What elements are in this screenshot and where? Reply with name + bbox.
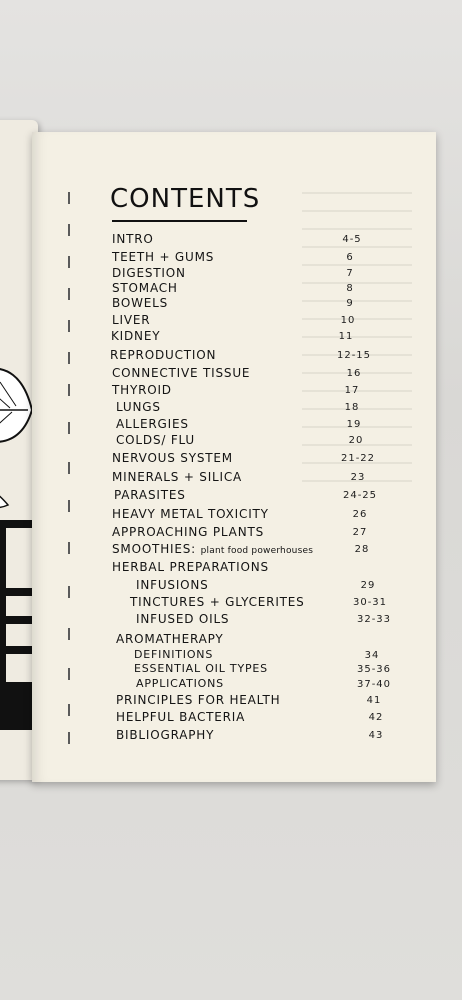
toc-entry bbox=[32, 400, 436, 418]
toc-entry bbox=[32, 383, 436, 401]
toc-entry-pages: 11 bbox=[338, 331, 354, 342]
toc-entry-label: HEAVY METAL TOXICITY bbox=[112, 507, 269, 521]
toc-entry-label: NERVOUS SYSTEM bbox=[112, 451, 233, 465]
toc-subentry bbox=[32, 612, 436, 630]
toc-entry-label: ESSENTIAL OIL TYPES bbox=[134, 662, 268, 675]
toc-entry-pages: 23 bbox=[350, 472, 366, 483]
toc-entry-pages: 8 bbox=[346, 283, 354, 294]
toc-entry-heading bbox=[32, 560, 436, 578]
toc-entry-label: APPROACHING PLANTS bbox=[112, 525, 265, 539]
toc-subentry bbox=[32, 578, 436, 596]
toc-entry-label: TINCTURES + GLYCERITES bbox=[130, 595, 305, 609]
contents-page bbox=[32, 132, 436, 782]
toc-entry-label: PARASITES bbox=[114, 488, 186, 502]
toc-entry bbox=[32, 470, 436, 488]
toc-entry bbox=[32, 693, 436, 711]
toc-entry-label: BOWELS bbox=[112, 296, 169, 310]
toc-entry-pages: 12-15 bbox=[336, 350, 372, 361]
toc-entry-pages: 29 bbox=[360, 580, 376, 591]
toc-entry-label: LUNGS bbox=[116, 400, 161, 414]
toc-entry-pages: 30-31 bbox=[352, 597, 388, 608]
toc-entry bbox=[32, 451, 436, 469]
toc-entry-label: MINERALS + SILICA bbox=[112, 470, 243, 484]
toc-entry bbox=[32, 542, 436, 560]
toc-subentry bbox=[32, 595, 436, 613]
toc-entry-label: DEFINITIONS bbox=[134, 648, 214, 661]
toc-entry-pages: 4-5 bbox=[342, 234, 362, 245]
toc-entry-label: KIDNEY bbox=[111, 329, 161, 343]
toc-entry-label: THYROID bbox=[112, 383, 172, 397]
toc-entry-label: LIVER bbox=[112, 313, 151, 327]
toc-entry-label: AROMATHERAPY bbox=[116, 632, 224, 646]
toc-entry bbox=[32, 728, 436, 746]
toc-entry-pages: 6 bbox=[346, 252, 354, 263]
toc-entry bbox=[32, 525, 436, 543]
toc-entry-label: INFUSED OILS bbox=[136, 612, 230, 626]
toc-entry-label: INTRO bbox=[112, 232, 154, 246]
toc-entry-pages: 16 bbox=[346, 368, 362, 379]
toc-entry-pages: 17 bbox=[344, 385, 360, 396]
toc-entry bbox=[32, 232, 436, 250]
toc-entry-label: PRINCIPLES FOR HEALTH bbox=[116, 693, 281, 707]
toc-entry-pages: 24-25 bbox=[342, 490, 378, 501]
toc-entry-pages: 43 bbox=[368, 730, 384, 741]
toc-entry-pages: 27 bbox=[352, 527, 368, 538]
toc-entry-label: HELPFUL BACTERIA bbox=[116, 710, 246, 724]
toc-entry-pages: 20 bbox=[348, 435, 364, 446]
toc-entry-label: STOMACH bbox=[112, 281, 178, 295]
title-underline bbox=[112, 220, 247, 222]
toc-entry-pages: 10 bbox=[340, 315, 356, 326]
toc-entry bbox=[32, 488, 436, 506]
toc-entry-label: DIGESTION bbox=[112, 266, 186, 280]
toc-entry-pages: 42 bbox=[368, 712, 384, 723]
toc-entry-label: HERBAL PREPARATIONS bbox=[112, 560, 269, 574]
toc-entry-pages: 37-40 bbox=[356, 679, 392, 690]
toc-entry-label: TEETH + GUMS bbox=[112, 250, 215, 264]
toc-entry bbox=[32, 710, 436, 728]
page-title: CONTENTS bbox=[110, 184, 261, 214]
toc-entry-label: APPLICATIONS bbox=[136, 677, 224, 690]
toc-entry-pages: 9 bbox=[346, 298, 354, 309]
toc-entry-label bbox=[112, 542, 313, 556]
toc-entry-label: REPRODUCTION bbox=[110, 348, 217, 362]
toc-entry bbox=[32, 433, 436, 451]
toc-entry-label: CONNECTIVE TISSUE bbox=[112, 366, 251, 380]
toc-entry-pages: 18 bbox=[344, 402, 360, 413]
toc-entry-pages: 21-22 bbox=[340, 453, 376, 464]
toc-entry-label: BIBLIOGRAPHY bbox=[116, 728, 215, 742]
toc-entry bbox=[32, 366, 436, 384]
toc-entry-label: ALLERGIES bbox=[116, 417, 189, 431]
toc-entry-pages: 34 bbox=[364, 650, 380, 661]
toc-entry-pages: 41 bbox=[366, 695, 382, 706]
toc-entry-label-main: SMOOTHIES: bbox=[112, 542, 196, 556]
toc-entry-pages: 19 bbox=[346, 419, 362, 430]
toc-entry-pages: 28 bbox=[354, 544, 370, 555]
toc-entry bbox=[32, 296, 436, 314]
toc-entry-label: COLDS/ FLU bbox=[116, 433, 195, 447]
toc-entry bbox=[32, 507, 436, 525]
toc-entry-pages: 7 bbox=[346, 268, 354, 279]
toc-entry-pages: 26 bbox=[352, 509, 368, 520]
toc-entry-pages: 32-33 bbox=[356, 614, 392, 625]
toc-entry bbox=[32, 329, 436, 347]
toc-entry bbox=[32, 348, 436, 366]
toc-entry-subtitle: plant food powerhouses bbox=[200, 546, 314, 556]
binding-mark bbox=[68, 192, 70, 204]
toc-entry-label: INFUSIONS bbox=[136, 578, 209, 592]
toc-entry-pages: 35-36 bbox=[356, 664, 392, 675]
